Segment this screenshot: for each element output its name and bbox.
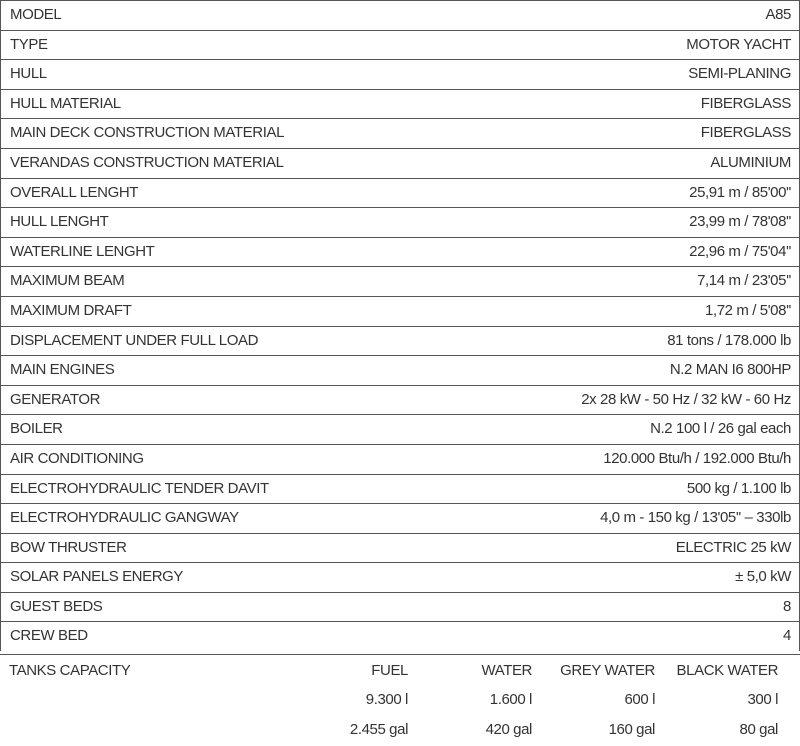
spec-row-hull-length: [0, 207, 800, 237]
spec-label: TYPE: [10, 35, 48, 53]
spec-label: BOW THRUSTER: [10, 538, 127, 556]
tank-gallons-grey-water: 160 gal: [608, 721, 655, 738]
spec-value: 2x 28 kW - 50 Hz / 32 kW - 60 Hz: [581, 390, 791, 408]
spec-value: 8: [783, 597, 791, 615]
tank-header-grey-water: GREY WATER: [560, 662, 655, 679]
spec-row-verandas-material: [0, 148, 800, 178]
spec-row-waterline-length: [0, 237, 800, 267]
spec-value: 4: [783, 627, 791, 645]
tank-liters-fuel: 9.300 l: [365, 691, 408, 708]
spec-label: WATERLINE LENGHT: [10, 242, 155, 260]
spec-label: MAXIMUM DRAFT: [10, 301, 132, 319]
spec-label: OVERALL LENGHT: [10, 183, 139, 201]
spec-label: DISPLACEMENT UNDER FULL LOAD: [10, 331, 259, 349]
tanks-capacity-section: [0, 654, 800, 746]
spec-label: MAIN ENGINES: [10, 361, 115, 379]
spec-value: ALUMINIUM: [710, 153, 791, 171]
tanks-capacity-label: TANKS CAPACITY: [9, 662, 131, 679]
spec-value: 1,72 m / 5'08'': [705, 301, 791, 319]
spec-label: BOILER: [10, 420, 63, 438]
spec-row-air-conditioning: [0, 444, 800, 474]
spec-row-guest-beds: [0, 592, 800, 622]
spec-value: ± 5,0 kW: [735, 568, 791, 586]
spec-label: MAXIMUM BEAM: [10, 272, 125, 290]
spec-row-maximum-beam: [0, 266, 800, 296]
spec-label: GUEST BEDS: [10, 597, 103, 615]
tank-gallons-water: 420 gal: [485, 721, 532, 738]
spec-label: CREW BED: [10, 627, 88, 645]
spec-label: HULL MATERIAL: [10, 94, 121, 112]
tank-liters-water: 1.600 l: [489, 691, 532, 708]
spec-value: 22,96 m / 75'04'': [689, 242, 791, 260]
spec-row-maximum-draft: [0, 296, 800, 326]
spec-row-hull-material: [0, 89, 800, 119]
spec-row-main-engines: [0, 355, 800, 385]
spec-value: 25,91 m / 85'00'': [689, 183, 791, 201]
tank-liters-black-water: 300 l: [747, 691, 778, 708]
tank-header-fuel: FUEL: [371, 662, 408, 679]
spec-value: N.2 100 l / 26 gal each: [650, 420, 791, 438]
spec-label: HULL: [10, 65, 47, 83]
spec-label: HULL LENGHT: [10, 213, 109, 231]
spec-label: SOLAR PANELS ENERGY: [10, 568, 184, 586]
spec-value: MOTOR YACHT: [686, 35, 791, 53]
spec-value: 120.000 Btu/h / 192.000 Btu/h: [603, 449, 791, 467]
spec-row-overall-length: [0, 178, 800, 208]
spec-value: 7,14 m / 23'05'': [697, 272, 791, 290]
spec-row-solar-panels: [0, 562, 800, 592]
spec-value: ELECTRIC 25 kW: [675, 538, 791, 556]
tank-liters-grey-water: 600 l: [624, 691, 655, 708]
spec-label: MAIN DECK CONSTRUCTION MATERIAL: [10, 124, 285, 142]
tank-header-water: WATER: [481, 662, 532, 679]
spec-row-displacement: [0, 326, 800, 356]
spec-label: AIR CONDITIONING: [10, 449, 144, 467]
spec-label: VERANDAS CONSTRUCTION MATERIAL: [10, 153, 284, 171]
spec-value: A85: [765, 6, 791, 23]
spec-value: 4,0 m - 150 kg / 13'05'' – 330lb: [600, 509, 791, 527]
spec-value: SEMI-PLANING: [688, 65, 791, 83]
spec-value: FIBERGLASS: [700, 94, 791, 112]
spec-label: GENERATOR: [10, 390, 101, 408]
spec-row-tender-davit: [0, 474, 800, 504]
spec-row-bow-thruster: [0, 533, 800, 563]
spec-row-hull: [0, 59, 800, 89]
spec-value: 81 tons / 178.000 lb: [667, 331, 791, 349]
spec-row-type: [0, 30, 800, 60]
tank-header-black-water: BLACK WATER: [676, 662, 778, 679]
spec-row-generator: [0, 385, 800, 415]
spec-label: ELECTROHYDRAULIC GANGWAY: [10, 509, 239, 527]
spec-row-model: [0, 0, 800, 30]
spec-label: MODEL: [10, 6, 62, 23]
spec-value: N.2 MAN I6 800HP: [669, 361, 791, 379]
spec-value: 23,99 m / 78'08'': [689, 213, 791, 231]
spec-row-crew-bed: [0, 621, 800, 651]
spec-value: 500 kg / 1.100 lb: [686, 479, 791, 497]
spec-row-gangway: [0, 503, 800, 533]
spec-value: FIBERGLASS: [700, 124, 791, 142]
spec-row-boiler: [0, 414, 800, 444]
spec-label: ELECTROHYDRAULIC TENDER DAVIT: [10, 479, 269, 497]
tank-gallons-black-water: 80 gal: [739, 721, 778, 738]
tank-gallons-fuel: 2.455 gal: [349, 721, 408, 738]
spec-row-main-deck-material: [0, 118, 800, 148]
